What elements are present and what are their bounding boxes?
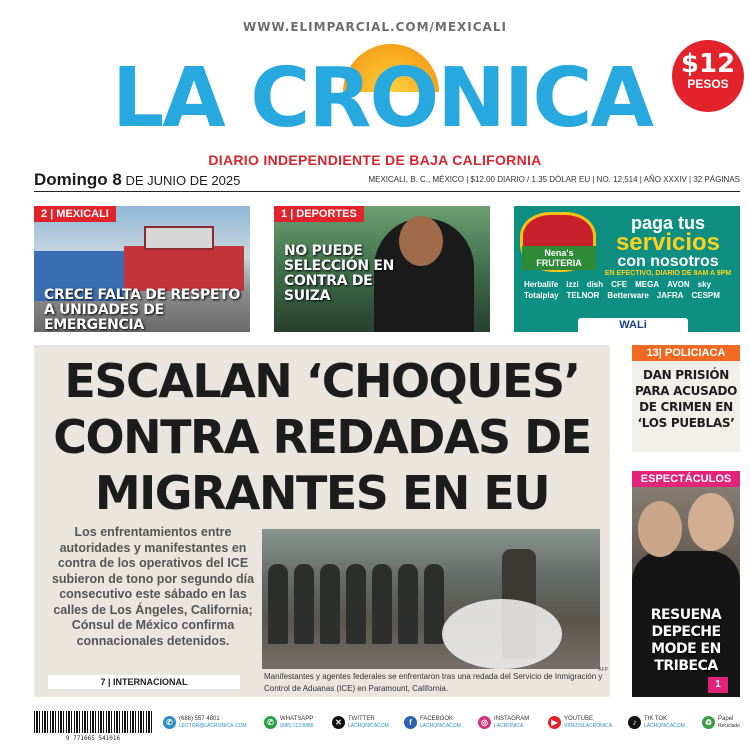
teaser-kicker: 13| POLICIACA (632, 345, 740, 361)
ad-partner: MEGA (635, 280, 660, 289)
whatsapp-icon: ✆ (264, 716, 277, 729)
agent-figure (268, 564, 288, 644)
ad-partner: CFE (611, 280, 628, 289)
footer (0, 708, 750, 745)
footer-label: TIK TOK (644, 716, 668, 722)
issue-meta: MEXICALI, B. C., MÉXICO | $12.00 DIARIO / 1.35 DÓLAR EU | NO. 12,514 | AÑO XXXIV | 32 PÁGINAS (368, 175, 740, 184)
lead-photo (262, 529, 600, 669)
footer-value: LACRONICACOM (420, 723, 461, 729)
recycle-icon: ♻ (702, 716, 715, 729)
ad-partner: TELNOR (566, 291, 600, 300)
ad-partner: Totalplay (524, 291, 559, 300)
section-tag[interactable]: 7 | INTERNACIONAL (48, 675, 240, 689)
footer-value: LACRONICA (494, 723, 524, 729)
issue-date-day: Domingo 8 (34, 170, 122, 189)
footer-value: (686) 113 8456 (280, 723, 314, 729)
agent-figure (294, 564, 314, 644)
ad-partner: JAFRA (656, 291, 684, 300)
footer-label: YOUTUBE (564, 716, 594, 722)
x-icon: ✕ (332, 716, 345, 729)
lead-story[interactable] (34, 345, 610, 697)
agent-figure (320, 564, 340, 644)
photo-credit: AFP (598, 667, 608, 673)
teaser-deportes[interactable] (274, 206, 490, 332)
band-member-face (638, 501, 682, 557)
ad-brand: Nena's FRUTERIA (522, 246, 596, 270)
facebook-icon: f (404, 716, 417, 729)
phone-icon: ✆ (163, 716, 176, 729)
wali-logo: WALi (578, 318, 688, 332)
footer-label: WHATSAPP (280, 716, 314, 722)
footer-label: TWITTER (348, 716, 375, 722)
agent-figure (398, 564, 418, 644)
price-amount: $12 (680, 49, 736, 79)
barcode-icon (34, 711, 152, 733)
barcode-number: 9 771665 541016 (65, 735, 121, 742)
smoke-cloud (442, 599, 562, 669)
dateline (34, 170, 740, 192)
teaser-kicker: ESPECTÁCULOS (632, 471, 740, 487)
ad-partner: izzi (566, 280, 579, 289)
footer-label: INSTAGRAM (494, 716, 530, 722)
masthead (0, 40, 750, 150)
lead-dek: Los enfrentamientos entre autoridades y manifestantes en contra de los operativos del ICE subieron de tono por segundo día consecutivo este sábado en las calles de Los Ángeles, California; Cónsul de México confirma connacionales detenidos. (51, 525, 255, 648)
agent-figure (424, 564, 444, 644)
footer-value: LACRONICACOM (348, 723, 389, 729)
site-url[interactable]: WWW.ELIMPARCIAL.COM/MEXICALI (243, 20, 507, 34)
youtube-icon: ▶ (548, 716, 561, 729)
ad-partner: dish (586, 280, 604, 289)
teaser-espectaculos[interactable] (632, 471, 740, 697)
teaser-headline: RESUENA DEPECHE MODE EN TRIBECA (650, 607, 722, 674)
ad-line-2: servicios (615, 229, 721, 256)
teaser-policiaca[interactable] (632, 345, 740, 452)
teaser-kicker: 2 | MEXICALI (34, 206, 116, 222)
tagline: DIARIO INDEPENDIENTE DE BAJA CALIFORNIA (208, 152, 542, 168)
page-number-badge: 1 (708, 677, 728, 693)
ad-partner: AVON (667, 280, 690, 289)
ad-partner: CESPM (691, 291, 720, 300)
fire-truck-shape (124, 246, 244, 291)
issue-date-rest: DE JUNIO DE 2025 (121, 173, 241, 188)
footer-label: Papel (718, 716, 734, 722)
advertisement[interactable] (514, 206, 740, 332)
band-member-face (688, 493, 734, 551)
footer-label: (686) 557 4801 (179, 716, 220, 722)
photo-caption: Manifestantes y agentes federales se enfrentaron tras una redada del Servicio de Inmigración y Control de Aduanas (ICE) en Paramount, California. (264, 672, 603, 693)
agent-figure (346, 564, 366, 644)
ad-line-4: EN EFECTIVO, DIARIO DE 8AM A 9PM (604, 270, 732, 277)
teaser-headline: DAN PRISIÓN PARA ACUSADO DE CRIMEN EN ‘LOS PUEBLAS’ (634, 368, 737, 430)
ad-line-1: paga tus (630, 213, 705, 233)
teaser-headline: NO PUEDE SELECCIÓN EN CONTRA DE SUIZA (284, 243, 395, 304)
ad-line-3: con nosotros (617, 253, 719, 270)
issue-date (34, 170, 240, 190)
price-unit: PESOS (687, 77, 729, 91)
footer-value: VIDEOSLACRONICA (564, 723, 613, 729)
ad-partner: Betterware (607, 291, 649, 300)
footer-value: Reciclado (718, 723, 740, 729)
ad-partner-list (524, 280, 736, 300)
tiktok-icon: ♪ (628, 716, 641, 729)
newspaper-logo: LA CRONICA (111, 51, 653, 146)
truck-ladder-shape (144, 226, 214, 250)
lead-headline[interactable]: ESCALAN ‘CHOQUES’ CONTRA REDADAS DE MIGRANTES EN EU (53, 354, 591, 520)
agent-figure (372, 564, 392, 644)
price-badge (672, 40, 744, 112)
ad-partner: Herbalife (524, 280, 559, 289)
footer-value: LACRONICACOM (644, 723, 685, 729)
teaser-kicker: 1 | DEPORTES (274, 206, 364, 222)
footer-value: LECTOR@LACRONICA.COM (179, 723, 247, 729)
teaser-headline: CRECE FALTA DE RESPETO A UNIDADES DE EMERGENCIA (44, 287, 241, 332)
player-head-shape (399, 216, 443, 266)
ad-partner: sky (697, 280, 712, 289)
teaser-mexicali[interactable] (34, 206, 250, 332)
instagram-icon: ◎ (478, 716, 491, 729)
footer-label: FACEBOOK (420, 716, 454, 722)
